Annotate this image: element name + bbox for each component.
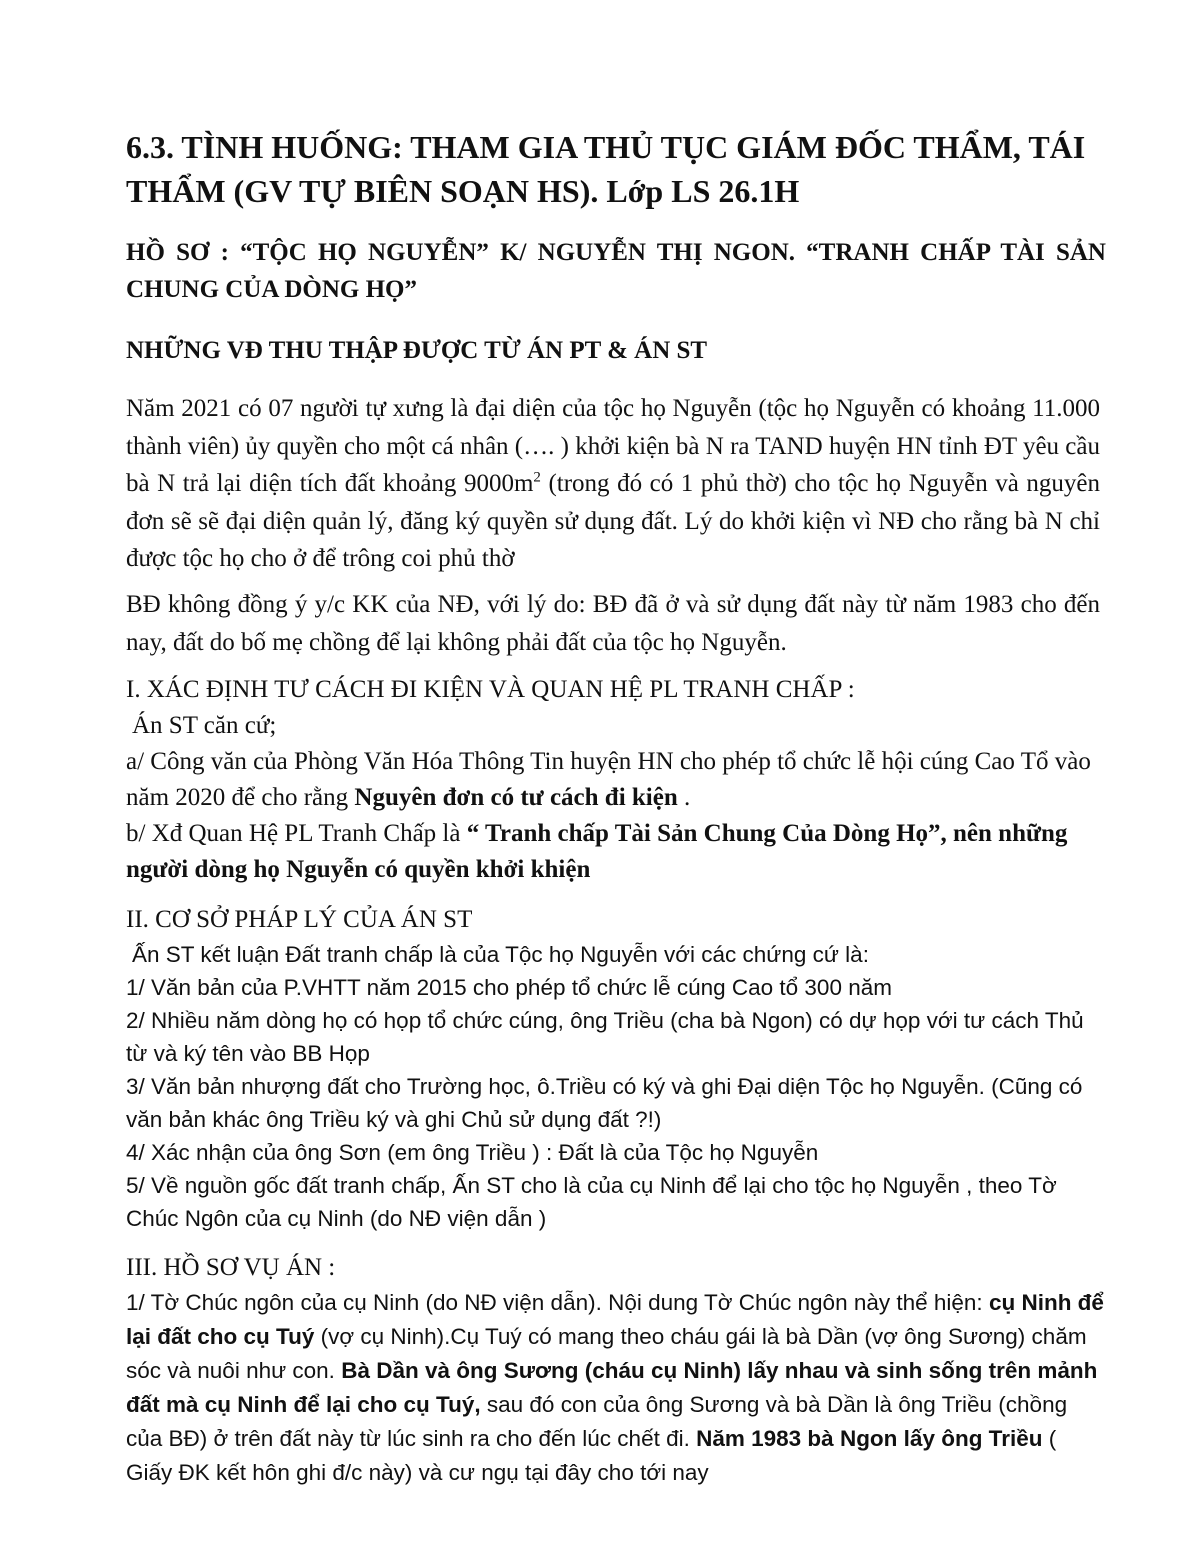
section-1-item-b [126, 816, 1106, 888]
s3-text-4: ( Giấy ĐK kết hôn ghi đ/c này) và cư ngụ tại đây cho tới nay [126, 1426, 1057, 1485]
item-a-bold: Nguyên đơn có tư cách đi kiện [354, 784, 678, 811]
case-summary-paragraph [126, 390, 1100, 578]
s3-bold-3: Năm 1983 bà Ngon lấy ông Triều [696, 1426, 1043, 1451]
collected-issues-heading: NHỮNG VĐ THU THẬP ĐƯỢC TỪ ÁN PT & ÁN ST [126, 337, 708, 364]
document-title [126, 125, 1106, 213]
s3-text-2: (vợ cụ Ninh).Cụ Tuý có mang theo cháu gái là bà Dần (vợ ông Sương) chăm sóc và nuôi như con. [126, 1324, 1087, 1383]
evidence-item-1: 1/ Văn bản của P.VHTT năm 2015 cho phép tổ chức lễ cúng Cao tổ 300 năm [126, 975, 892, 1000]
section-2-heading: II. CƠ SỞ PHÁP LÝ CỦA ÁN ST [126, 906, 473, 933]
section-1-item-a [126, 744, 1106, 816]
case-summary-text: Năm 2021 có 07 người tự xưng là đại diện của tộc họ Nguyễn (tộc họ Nguyễn có khoảng 11.000 thành viên) ủy quyền cho một cá nhân (…. ) khởi kiện bà N ra TAND huyện HN tỉnh ĐT yêu cầu bà N trả lại diện tích đất khoảng 9000m [126, 395, 1100, 497]
section-2 [126, 902, 1106, 1235]
evidence-item-5: 5/ Về nguồn gốc đất tranh chấp, Ấn ST cho là của cụ Ninh để lại cho tộc họ Nguyễn , theo Tờ Chúc Ngôn của cụ Ninh (do NĐ viện dẫn ) [126, 1173, 1057, 1231]
section-1 [126, 672, 1106, 888]
section-3-body [126, 1286, 1106, 1490]
section-3-heading: III. HỒ SƠ VỤ ÁN : [126, 1254, 336, 1281]
evidence-item-3: 3/ Văn bản nhượng đất cho Trường học, ô.Triều có ký và ghi Đại diện Tộc họ Nguyễn. (Cũng có văn bản khác ông Triều ký và ghi Chủ sử dụng đất ?!) [126, 1074, 1083, 1132]
section-1-heading: I. XÁC ĐỊNH TƯ CÁCH ĐI KIỆN VÀ QUAN HỆ PL TRANH CHẤP : [126, 676, 855, 703]
s3-text-1: 1/ Tờ Chúc ngôn của cụ Ninh (do NĐ viện dẫn). Nội dung Tờ Chúc ngôn này thể hiện: [126, 1290, 989, 1315]
section-3 [126, 1250, 1106, 1490]
case-summary-text-cont: (trong đó có 1 phủ thờ) cho tộc họ Nguyễn và nguyên đơn sẽ sẽ đại diện quản lý, đăng ký quyền sử dụng đất. Lý do khởi kiện vì NĐ cho rằng bà N chỉ được tộc họ cho ở để trông coi phủ thờ [126, 470, 1100, 572]
item-b-text: b/ Xđ Quan Hệ PL Tranh Chấp là [126, 820, 467, 847]
evidence-item-4: 4/ Xác nhận của ông Sơn (em ông Triều ) : Đất là của Tộc họ Nguyễn [126, 1140, 819, 1165]
evidence-item-2: 2/ Nhiều năm dòng họ có họp tổ chức cúng, ông Triều (cha bà Ngon) có dự họp với tư cách Thủ từ và ký tên vào BB Họp [126, 1008, 1084, 1066]
item-a-text: a/ Công văn của Phòng Văn Hóa Thông Tin huyện HN cho phép tổ chức lễ hội cúng Cao Tổ vào năm 2020 để cho rằng [126, 748, 1091, 811]
title-line-1: 6.3. TÌNH HUỐNG: THAM GIA THỦ TỤC GIÁM ĐỐC THẨM, TÁI [126, 129, 1086, 165]
s3-bold-1: cụ Ninh để lại đất cho cụ Tuý [126, 1290, 1104, 1349]
s3-bold-2: Bà Dần và ông Sương (cháu cụ Ninh) lấy nhau và sinh sống trên mảnh đất mà cụ Ninh để lại cho cụ Tuý, [126, 1358, 1098, 1417]
section-2-intro: Ấn ST kết luận Đất tranh chấp là của Tộc họ Nguyễn với các chứng cứ là: [132, 942, 869, 967]
item-b-bold: “ Tranh chấp Tài Sản Chung Của Dòng Họ”, nên những người dòng họ Nguyễn có quyền khởi khiện [126, 820, 1068, 883]
case-file-heading: HỒ SƠ : “TỘC HỌ NGUYỄN” K/ NGUYỄN THỊ NGON. “TRANH CHẤP TÀI SẢN CHUNG CỦA DÒNG HỌ” [126, 239, 1106, 303]
title-line-2: THẨM (GV TỰ BIÊN SOẠN HS). Lớp LS 26.1H [126, 173, 800, 209]
defendant-position-paragraph: BĐ không đồng ý y/c KK của NĐ, với lý do: BĐ đã ở và sử dụng đất này từ năm 1983 cho đến nay, đất do bố mẹ chồng để lại không phải đất của tộc họ Nguyễn. [126, 591, 1100, 656]
item-a-end: . [677, 784, 691, 811]
s3-text-3: sau đó con của ông Sương và bà Dần là ông Triều (chồng của BĐ) ở trên đất này từ lúc sinh ra cho đến lúc chết đi. [126, 1392, 1068, 1451]
superscript-2: 2 [533, 469, 541, 486]
section-1-basis: Án ST căn cứ; [132, 712, 277, 739]
